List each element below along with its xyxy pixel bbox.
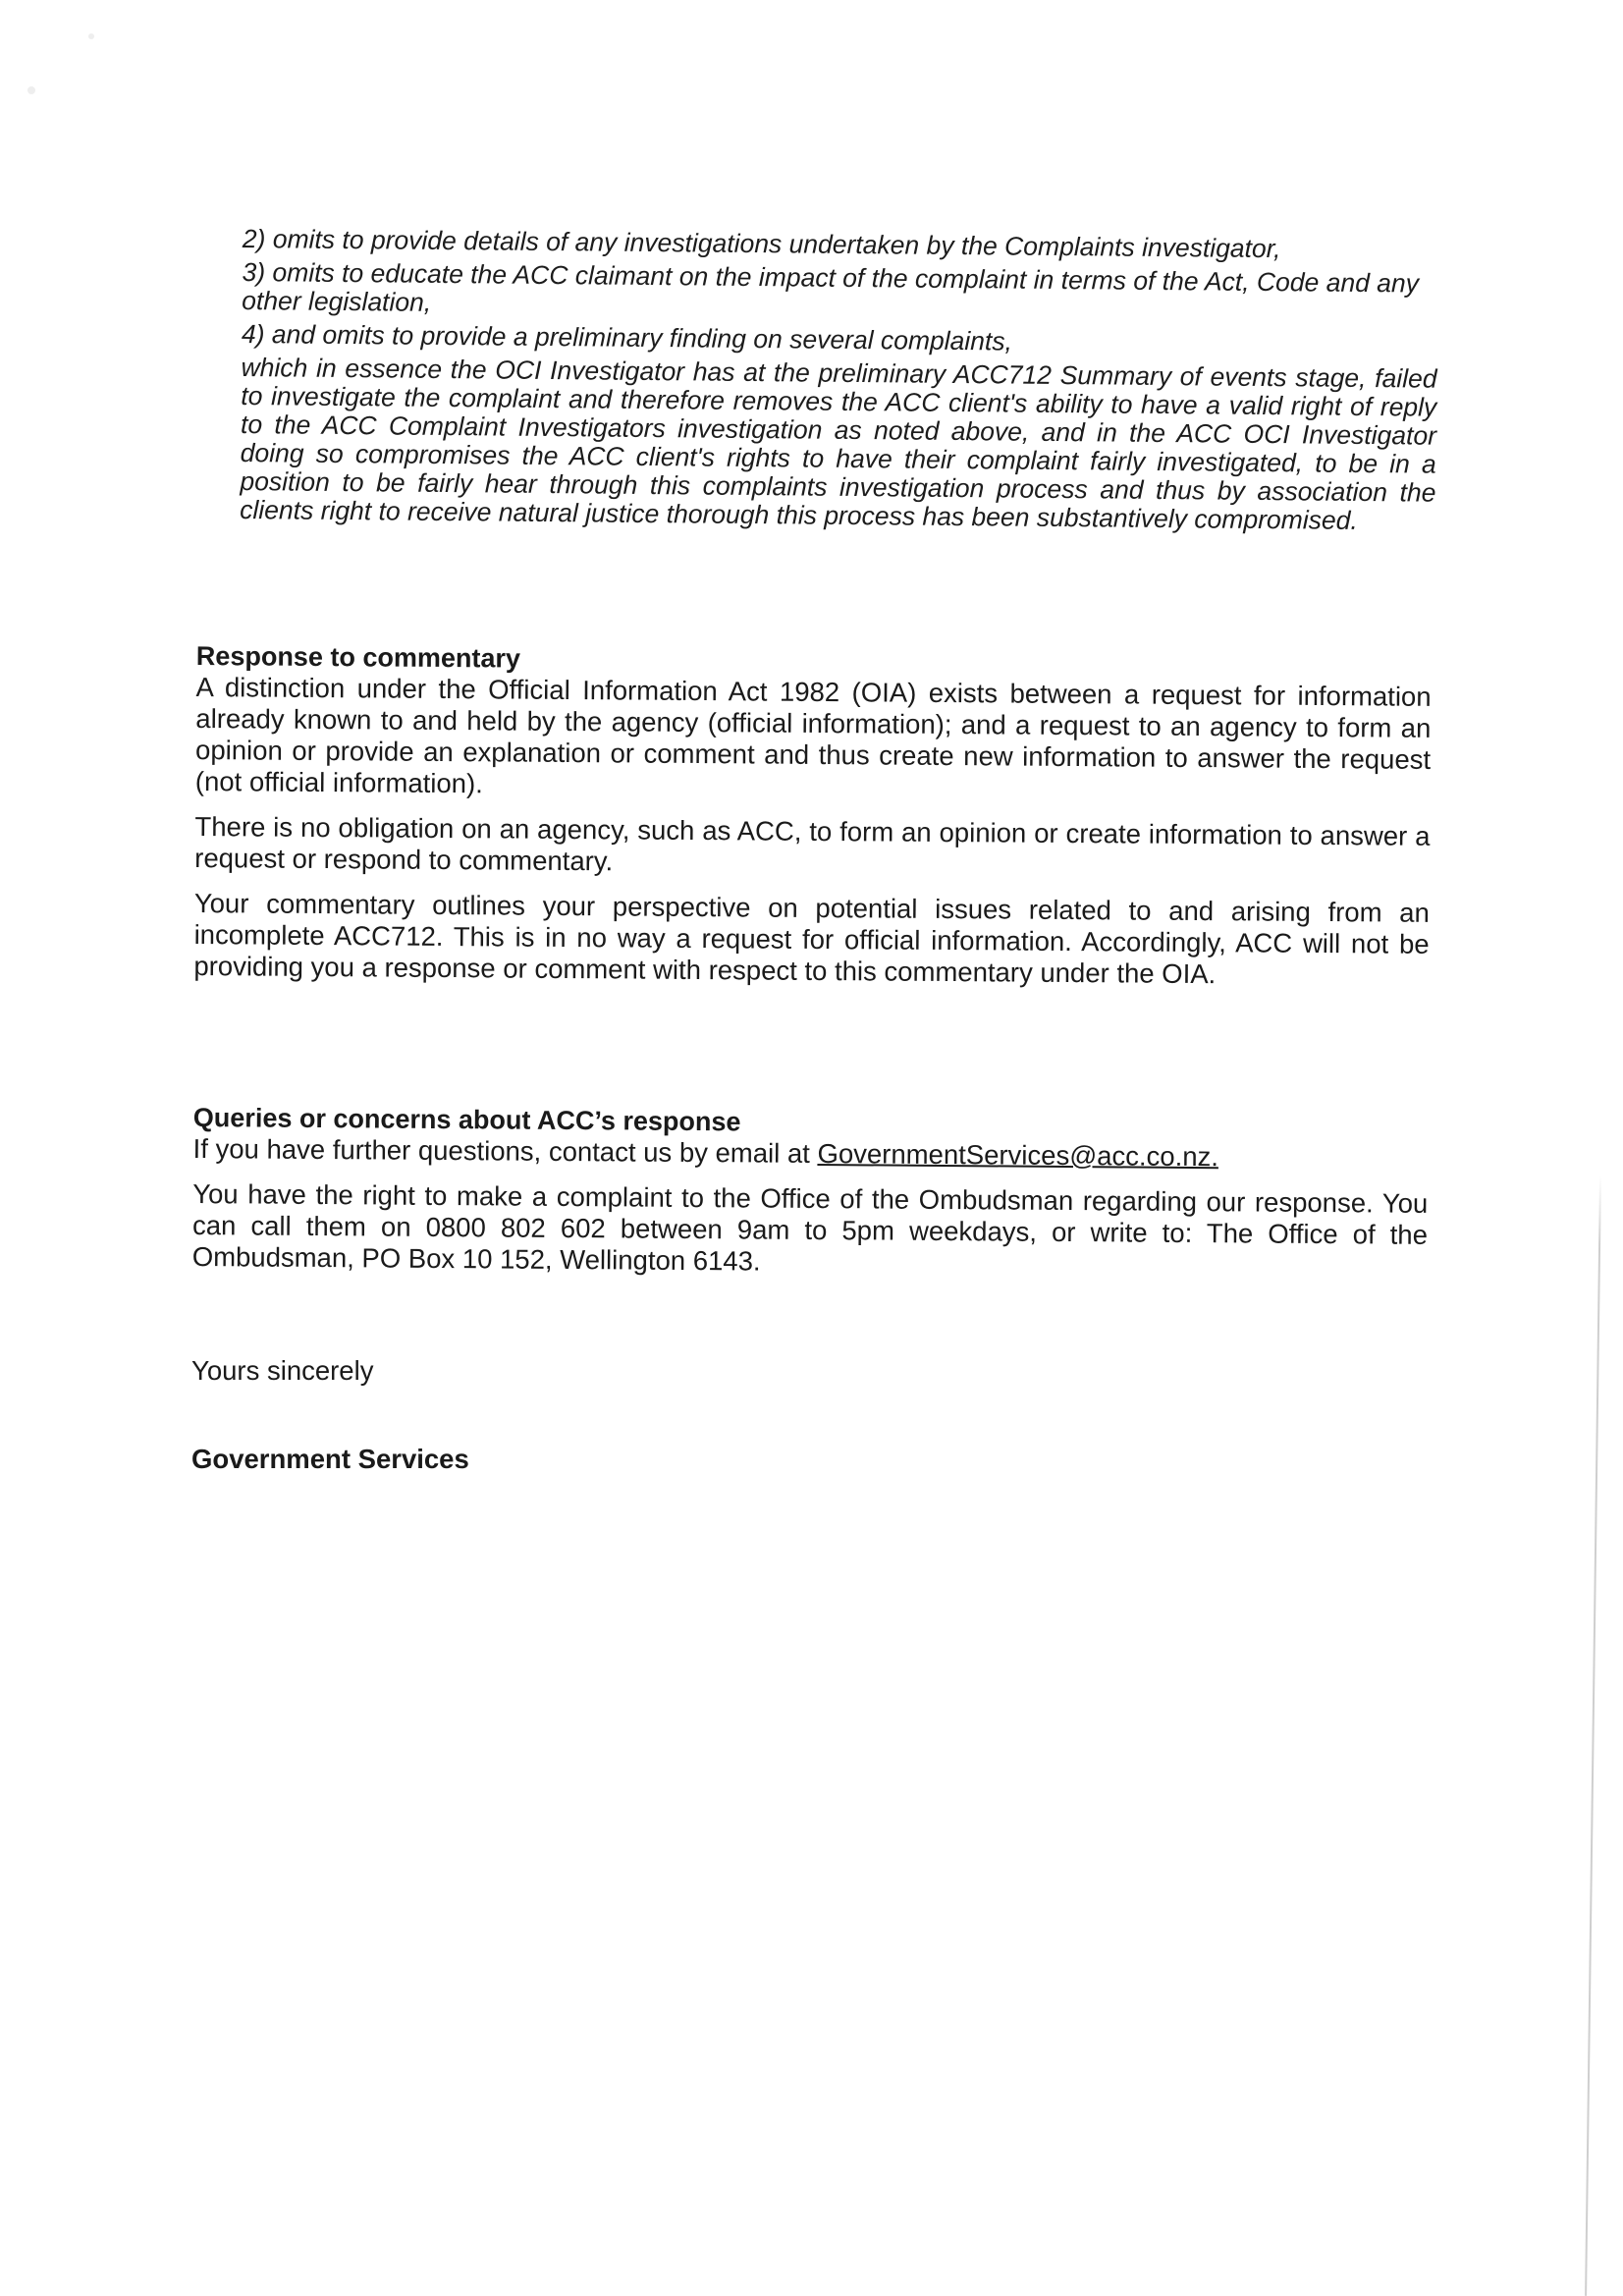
scan-edge-line (1585, 1176, 1601, 2296)
list-item: 4) and omits to provide a preliminary finding on several complaints, (241, 318, 1013, 356)
queries-section (192, 1102, 1429, 1296)
closing-line: Yours sincerely (191, 1355, 374, 1386)
paragraph: Your commentary outlines your perspective on potential issues related to and arising from an incomplete ACC712. This is in no way a request for official information. Accordingly, ACC will not be providing you a response or comment with respect to this commentary under the OIA. (193, 887, 1430, 990)
paragraph: There is no obligation on an agency, such as ACC, to form an opinion or create information to answer a request or respond to commentary. (194, 810, 1431, 877)
quoted-continuation: which in essence the OCI Investigator has at the preliminary ACC712 Summary of events stage, failed to investigate the complaint and therefore removes the ACC client's ability to have a valid right of reply to the ACC Complaint Investigators investigation as noted above, and in the ACC OCI Investigator doing so compromises the ACC client's rights to have their complaint fairly investigated, to be in a position to be fairly hear through this complaints investigation process and thus by association the clients right to receive natural justice thorough this process has been substantively compromised. (240, 352, 1437, 535)
section-heading: Queries or concerns about ACC’s response (192, 1103, 741, 1137)
response-section (193, 640, 1432, 1006)
contact-text: If you have further questions, contact us by email at (192, 1132, 818, 1169)
email-link[interactable]: GovernmentServices@acc.co.nz. (817, 1137, 1219, 1173)
section-heading: Response to commentary (195, 640, 521, 674)
list-item: 2) omits to provide details of any investigations undertaken by the Complaints investigator, (242, 224, 1281, 264)
scan-speck (27, 86, 35, 94)
ombudsman-paragraph: You have the right to make a complaint to the Office of the Ombudsman regarding our response. You can call them on 0800 802 602 between 9am to 5pm weekdays, or write to: The Office of the Ombudsman, PO Box 10 152, Wellington 6143. (191, 1177, 1429, 1277)
scan-speck (88, 33, 94, 39)
list-item: 3) omits to educate the ACC claimant on the impact of the complaint in terms of the Act, Code and any other legislation, (242, 256, 1420, 317)
paragraph: A distinction under the Official Information Act 1982 (OIA) exists between a request for information already known to and held by the agency (official information); and a request to an agency to form an opinion or provide an explanation or comment and thus create new information to answer the request (not official information). (194, 671, 1432, 799)
signature: Government Services (191, 1444, 469, 1474)
quoted-complaint-text (240, 225, 1438, 536)
